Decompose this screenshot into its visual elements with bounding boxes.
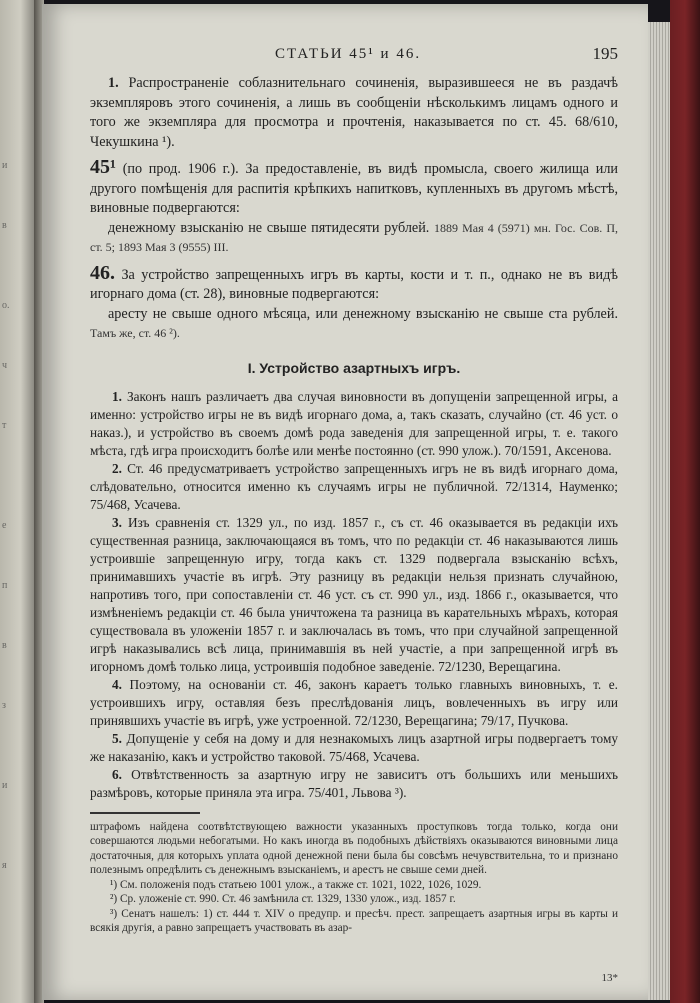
- note-5: [90, 730, 618, 766]
- article-number: 46.: [90, 261, 115, 284]
- note-number: 1.: [112, 388, 122, 404]
- footnote-1: ¹) См. положенія подъ статьею 1001 улож., а также ст. 1021, 1022, 1026, 1029.: [110, 878, 482, 891]
- footnote-rule: [90, 812, 200, 814]
- footnote-3: ³) Сенатъ нашелъ: 1) ст. 444 т. XIV о предупр. и пресѣч. прест. запрещаетъ азартныя игры въ карты и всякія другія, а равно запрещаетъ участвовать въ азар-: [90, 907, 618, 934]
- facing-page-text: и: [2, 160, 8, 171]
- note-text: Ст. 46 предусматриваетъ устройство запрещенныхъ игръ не въ видѣ игорнаго дома, слѣдовательно, относится именно къ случаямъ игры не публичной. 72/1314, Науменко; 75/468, Усачева.: [90, 460, 618, 512]
- footnote-continuation: штрафомъ найдена соотвѣтствующею важности указанныхъ проступковъ тогда только, когда они совершаются людьми небогатыми. Но какъ иногда въ подобныхъ дѣйствіяхъ оказываются виновными лица достаточныя, для которыхъ уплата одной денежной пени была бы совсѣмъ нечувствительна, то и признано полезнымъ опредѣлить съ денежнымъ взысканіемъ, и арестъ не свыше семи дней.: [90, 820, 618, 876]
- facing-page-text: в: [2, 220, 7, 231]
- note-number: 5.: [112, 730, 122, 746]
- section-heading: I. Устройство азартныхъ игръ.: [247, 359, 461, 376]
- note-3: [90, 514, 618, 676]
- facing-page-text: е: [2, 520, 7, 531]
- article-46: [90, 261, 618, 305]
- note-number: 2.: [112, 460, 122, 476]
- facing-page-text: о.: [2, 300, 10, 311]
- book-binding: [670, 0, 700, 1003]
- running-title: СТАТЬИ 45¹ и 46.: [275, 46, 422, 62]
- note-text: Изъ сравненія ст. 1329 ул., по изд. 1857 г., съ ст. 46 оказывается въ редакціи ихъ существенная разница, заключающаяся въ томъ, что по редакціи ст. 46 наказываются лишь устроившіе запрещенную игру, тогда какъ ст. 1329 подвергала взысканію всѣхъ, принимавшихъ участіе въ игрѣ. Эту разницу въ редакціи нельзя признать случайною, напротивъ того, при сопоставленіи ст. 46 уст. съ ст. 990 ул., изд. 1866 г., оказывается, что измѣненіемъ редакціи ст. 46 была уничтожена та разница въ карательныхъ мѣрахъ, которая существовала въ уложеніи 1857 г. и заключалась въ томъ, что при случайной запрещенной игрѣ наказывались всѣ лица, принимавшія въ ней участіе, а при запрещенной игрѣ въ игорномъ домѣ только лица, устроившія подобное заведеніе. 72/1230, Верещагина.: [90, 514, 619, 674]
- article-45-1: [90, 158, 618, 219]
- page-header: [90, 44, 618, 68]
- legal-reference: 1889 Мая 4 (5971) мн. Гос. Сов. П, ст. 5; 1893 Мая 3 (9555) III.: [90, 220, 618, 254]
- note-2: [90, 460, 618, 514]
- facing-page-text: в: [2, 640, 7, 651]
- facing-page-text: т: [2, 420, 7, 431]
- commentary-1: [90, 74, 618, 152]
- penalty-text: денежному взысканію не свыше пятидесяти рублей.: [108, 219, 430, 236]
- page-number: 195: [592, 44, 618, 63]
- note-1: [90, 388, 618, 460]
- note-number: 4.: [112, 676, 122, 692]
- facing-page-text: п: [2, 580, 8, 591]
- note-text: Отвѣтственность за азартную игру не зависитъ отъ большихъ или меньшихъ размѣровъ, которые приняла эта игра. 75/401, Львова ³).: [90, 766, 619, 800]
- commentary-text: Распространеніе соблазнительнаго сочиненія, выразившееся не въ раздачѣ экземпляровъ этого сочиненія, а лишь въ сообщеніи нѣсколькимъ лицамъ одного и того же экземпляра для просмотра и прочтенія, наказывается по ст. 45. 68/610, Чекушкина ¹).: [90, 75, 619, 150]
- note-text: Допущеніе у себя на дому и для незнакомыхъ лицъ азартной игры подвергаетъ тому же наказанію, какъ и устройство таковой. 75/468, Усачева.: [90, 730, 619, 764]
- facing-page-text: я: [2, 860, 7, 871]
- commentary-number: 1.: [108, 75, 119, 91]
- penalty-text: аресту не свыше одного мѣсяца, или денежному взысканію не свыше ста рублей.: [108, 305, 618, 322]
- article-text: (по прод. 1906 г.). За предоставленіе, въ видѣ промысла, своего жилища или другого помѣщенія для распитія крѣпкихъ напитковъ, купленныхъ въ другомъ мѣстѣ, виновные подвергаются:: [90, 161, 618, 216]
- footnote-2: ²) Ср. уложеніе ст. 990. Ст. 46 замѣнила ст. 1329, 1330 улож., изд. 1857 г.: [110, 893, 456, 905]
- facing-page-text: ч: [2, 360, 8, 371]
- article-number: 45¹: [90, 156, 116, 178]
- page-edges: [648, 22, 670, 1000]
- note-6: [90, 766, 618, 802]
- facing-page-text: з: [2, 700, 6, 711]
- signature-mark: 13*: [601, 972, 618, 984]
- note-4: [90, 676, 618, 730]
- facing-page-edge: [0, 0, 34, 1003]
- article-46-penalty: [90, 305, 618, 344]
- article-45-1-penalty: [90, 219, 618, 258]
- legal-reference: Тамъ же, ст. 46 ²).: [90, 326, 180, 340]
- page-content: [90, 44, 619, 984]
- note-number: 3.: [112, 514, 122, 530]
- note-number: 6.: [112, 766, 122, 782]
- note-text: Поэтому, на основаніи ст. 46, законъ караетъ только главныхъ виновныхъ, т. е. устроившихъ игру, оставляя безъ преслѣдованія лицъ, вовлеченныхъ въ игру или принявшихъ участіе въ игрѣ, уже устроенной. 72/1230, Верещагина; 79/17, Пучкова.: [90, 676, 619, 728]
- article-text: За устройство запрещенныхъ игръ въ карты, кости и т. п., однако не въ видѣ игорнаго дома (ст. 28), виновные подвергаются:: [90, 266, 618, 302]
- note-text: Законъ нашъ различаетъ два случая виновности въ допущеніи запрещенной игры, а именно: устройство игры не въ видѣ игорнаго дома, а, такъ сказать, случайно (ст. 46 уст. о наказ.), и устройство въ своемъ домѣ рода заведенія для запрещенной игры, т. е. такого мѣста, гдѣ игра происходитъ болѣе или менѣе постоянно (ст. 990 улож.). 70/1591, Аксенова.: [90, 388, 618, 458]
- book-page: [42, 4, 648, 1000]
- facing-page-text: и: [2, 780, 8, 791]
